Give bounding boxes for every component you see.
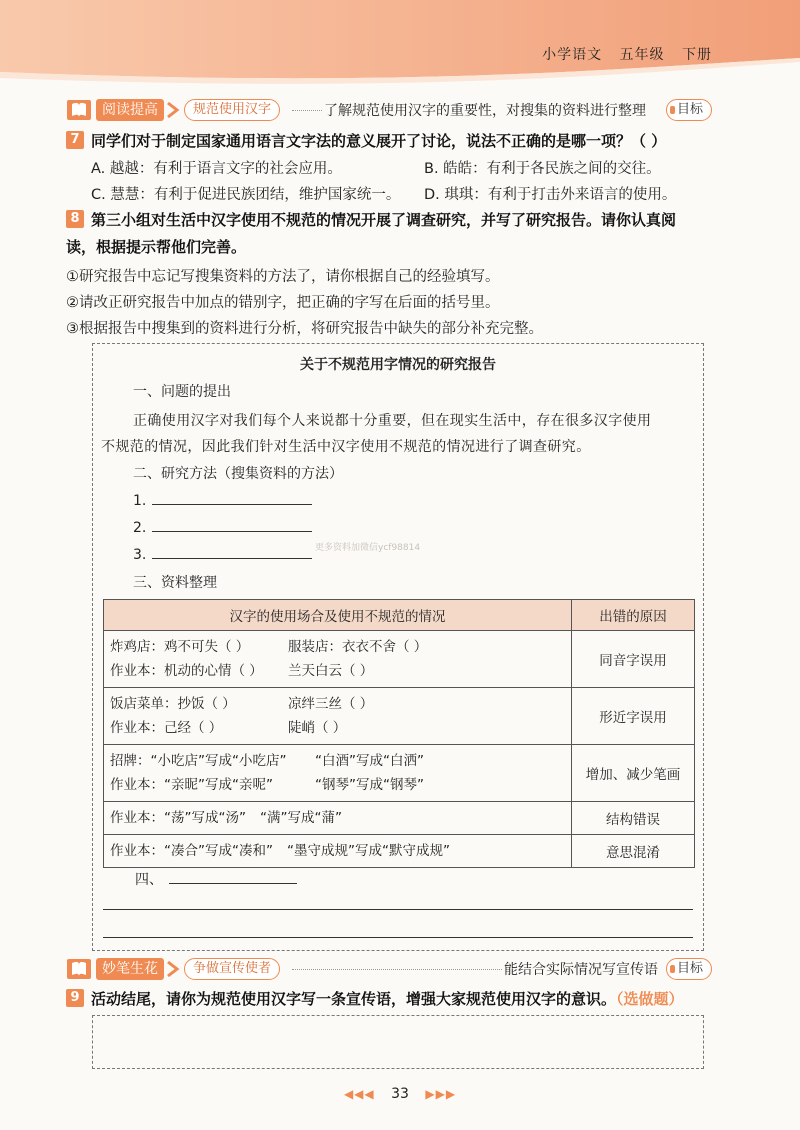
page-number: 33 [391, 1086, 409, 1102]
dotted-leader [292, 969, 502, 970]
table-header-situation: 汉字的使用场合及使用不规范的情况 [104, 600, 572, 631]
cell-text: 作业本：“亲昵”写成“亲呢” [110, 777, 273, 793]
cell-text: 饭店菜单：抄饭（ ） [110, 696, 236, 712]
cell-text: 凉绊三丝（ ） [288, 696, 374, 712]
section-topic: 争做宣传使者 [184, 958, 280, 980]
dotted-leader [292, 110, 322, 111]
report-title: 关于不规范用字情况的研究报告 [300, 357, 496, 373]
page-footer [0, 1086, 800, 1102]
table-row [104, 835, 695, 868]
method-2-label: 2. [133, 520, 147, 536]
volume: 下册 [682, 47, 712, 63]
heading-4-blank[interactable] [169, 869, 297, 884]
question-text [91, 988, 684, 1009]
cell-text: “满”写成“蒲” [259, 810, 342, 826]
target-badge: 目标 [666, 99, 712, 121]
table-header-reason: 出错的原因 [572, 600, 695, 631]
cell-text: 服装店：衣衣不舍（ ） [288, 639, 428, 655]
method-3[interactable] [133, 544, 312, 563]
reason-cell: 形近字误用 [572, 688, 695, 745]
option-d: D. 琪琪：有利于打击外来语言的使用。 [424, 187, 677, 203]
cell-text: 兰天白云（ ） [288, 663, 374, 679]
data-table [103, 599, 695, 868]
watermark: 更多资料加微信ycf98814 [315, 543, 421, 553]
answer-line[interactable] [103, 909, 693, 910]
question-number: 8 [66, 210, 84, 228]
target-badge: 目标 [666, 958, 712, 980]
table-row [104, 802, 695, 835]
report-paragraph: 正确使用汉字对我们每个人来说都十分重要，但在现实生活中，存在很多汉字使用 [133, 413, 652, 429]
method-1-blank[interactable] [152, 490, 312, 505]
chevron-icon [166, 99, 180, 121]
table-row [104, 745, 695, 802]
left-arrows-icon: ◀◀◀ [343, 1087, 375, 1101]
cell-text: 作业本：“凑合”写成“凑和” [110, 843, 273, 859]
chevron-icon [166, 958, 180, 980]
cell-text: 陡峭（ ） [288, 720, 347, 736]
book-info [530, 44, 712, 64]
cell-text: 炸鸡店：鸡不可失（ ） [110, 639, 250, 655]
subject: 小学语文 [542, 47, 603, 63]
section-reading [66, 98, 722, 124]
book-icon [66, 98, 92, 122]
report-box [92, 343, 704, 951]
book-icon [66, 957, 92, 981]
question-text: 第三小组对生活中汉字使用不规范的情况开展了调查研究，并写了研究报告。请你认真阅 [91, 211, 677, 229]
section-topic: 规范使用汉字 [184, 99, 280, 121]
cell-text: 作业本：己经（ ） [110, 720, 223, 736]
report-heading-4[interactable] [135, 869, 297, 889]
question-number: 7 [66, 131, 84, 149]
section-writing [66, 957, 722, 983]
cell-text: “白酒”写成“白洒” [315, 753, 424, 769]
option-b: B. 皓皓：有利于各民族之间的交往。 [424, 161, 661, 177]
tip-1: ①研究报告中忘记写搜集资料的方法了，请你根据自己的经验填写。 [66, 269, 500, 285]
method-2-blank[interactable] [152, 517, 312, 532]
method-3-label: 3. [133, 547, 147, 563]
cell-text: 招牌：“小吃店”写成“小吃店” [110, 753, 287, 769]
method-3-blank[interactable] [152, 544, 312, 559]
right-arrows-icon: ▶▶▶ [425, 1087, 457, 1101]
method-1-label: 1. [133, 493, 147, 509]
cell-text: “墨守成规”写成“默守成规” [286, 843, 450, 859]
tip-3: ③根据报告中搜集到的资料进行分析，将研究报告中缺失的部分补充完整。 [66, 321, 543, 337]
report-heading-1: 一、问题的提出 [133, 384, 231, 400]
report-heading-2: 二、研究方法（搜集资料的方法） [133, 466, 343, 482]
cell-text: 作业本：机动的心情（ ） [110, 663, 263, 679]
reason-cell: 结构错误 [572, 802, 695, 835]
question-9-text: 活动结尾，请你为规范使用汉字写一条宣传语，增强大家规范使用汉字的意识。 [91, 990, 617, 1008]
table-row [104, 631, 695, 688]
cell-text: 作业本：“荡”写成“汤” [110, 810, 246, 826]
method-1[interactable] [133, 490, 312, 509]
option-c: C. 慧慧：有利于促进民族团结，维护国家统一。 [91, 187, 401, 203]
section-label: 阅读提高 [96, 99, 164, 121]
heading-4-label: 四、 [135, 872, 163, 888]
answer-box[interactable] [92, 1015, 704, 1069]
section-description: 了解规范使用汉字的重要性，对搜集的资料进行整理 [324, 103, 646, 119]
question-text-cont: 读，根据提示帮他们完善。 [66, 238, 247, 256]
question-number: 9 [66, 989, 84, 1007]
tip-2: ②请改正研究报告中加点的错别字，把正确的字写在后面的括号里。 [66, 295, 500, 311]
report-paragraph-cont: 不规范的情况，因此我们针对生活中汉字使用不规范的情况进行了调查研究。 [101, 439, 591, 455]
section-label: 妙笔生花 [96, 958, 164, 980]
reason-cell: 增加、减少笔画 [572, 745, 695, 802]
question-text: 同学们对于制定国家通用语言文字法的意义展开了讨论，说法不正确的是哪一项？（ ） [91, 132, 667, 150]
optional-tag: （选做题） [616, 990, 684, 1008]
cell-text: “钢琴”写成“钢琴” [315, 777, 424, 793]
grade: 五年级 [619, 47, 665, 63]
section-description: 能结合实际情况写宣传语 [504, 962, 658, 978]
report-heading-3: 三、资料整理 [133, 575, 217, 591]
method-2[interactable] [133, 517, 312, 536]
table-row [104, 688, 695, 745]
reason-cell: 意思混淆 [572, 835, 695, 868]
option-a: A. 越越：有利于语言文字的社会应用。 [91, 161, 342, 177]
answer-line[interactable] [103, 937, 693, 938]
reason-cell: 同音字误用 [572, 631, 695, 688]
